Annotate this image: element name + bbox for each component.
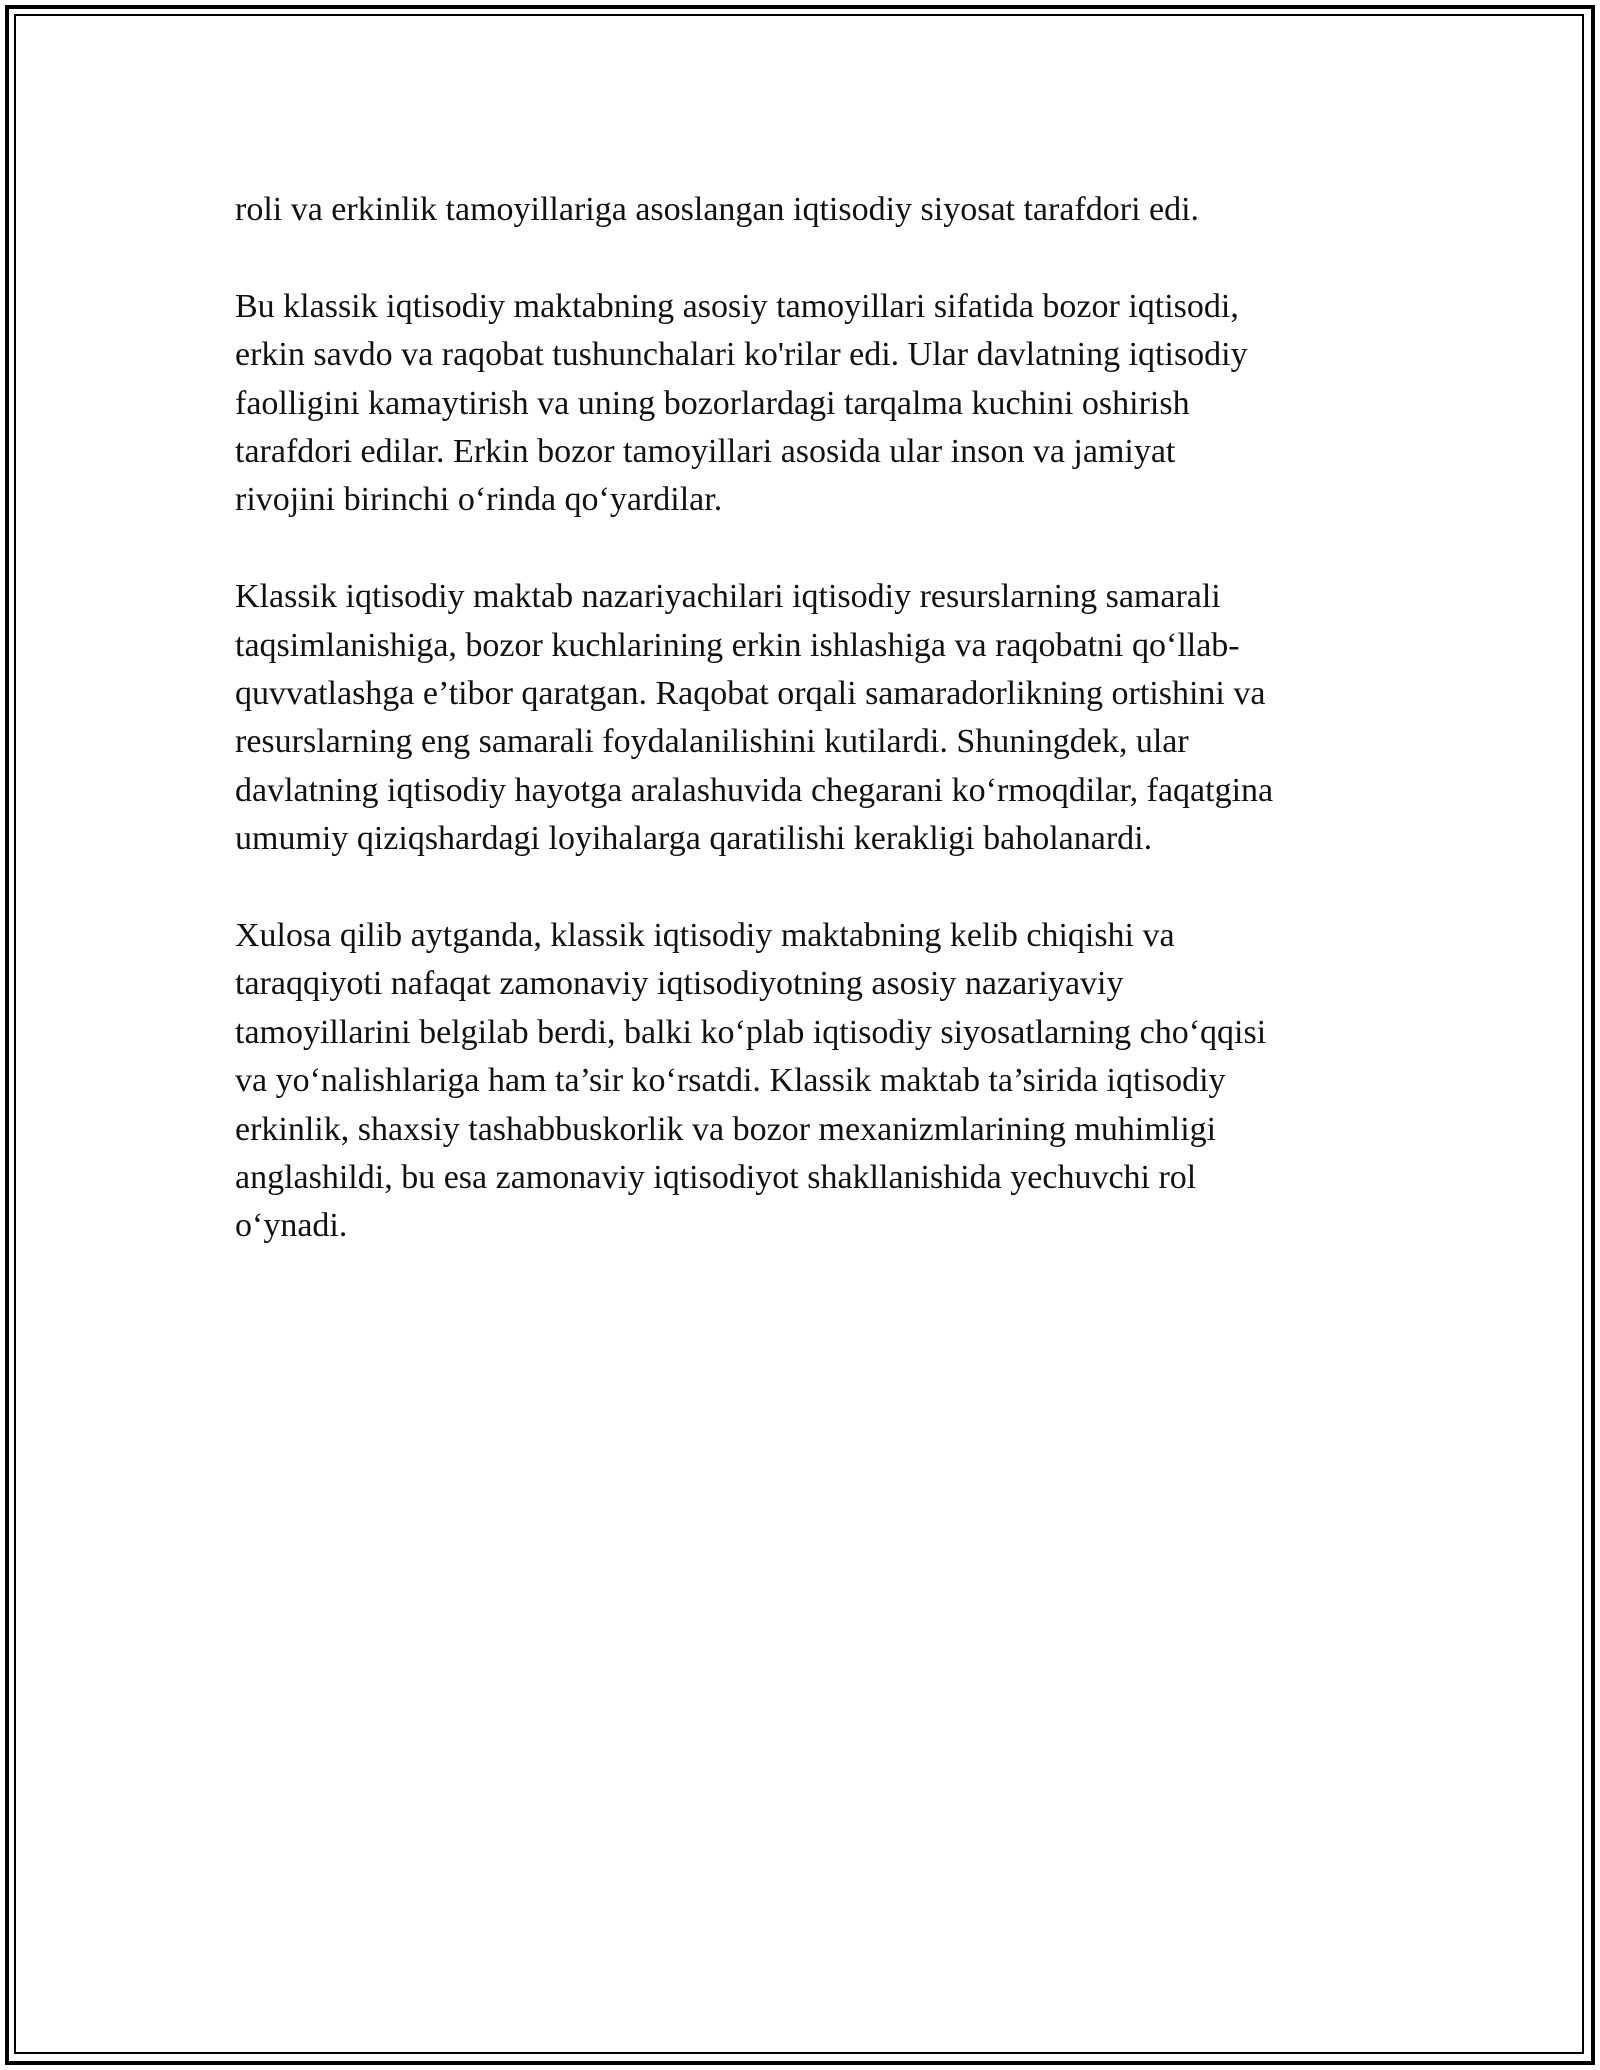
text-line: tarafdori edilar. Erkin bozor tamoyillari asosida ular inson va jamiyat [235,433,1176,471]
paragraph-1 [235,186,1385,234]
text-line: taqsimlanishiga, bozor kuchlarining erkin ishlashiga va raqobatni qo‘llab- [235,626,1240,664]
text-line: anglashildi, bu esa zamonaviy iqtisodiyot shakllanishida yechuvchi rol [235,1159,1197,1197]
text-line: taraqqiyoti nafaqat zamonaviy iqtisodiyotning asosiy nazariyaviy [235,965,1124,1003]
paragraph-4 [235,912,1385,1251]
text-line: davlatning iqtisodiy hayotga aralashuvida chegarani ko‘rmoqdilar, faqatgina [235,771,1274,809]
text-line: umumiy qiziqshardagi loyihalarga qaratilishi kerakligi baholanardi. [235,820,1153,858]
text-line: va yo‘nalishlariga ham ta’sir ko‘rsatdi. Klassik maktab ta’sirida iqtisodiy [235,1062,1226,1100]
text-line: erkinlik, shaxsiy tashabbuskorlik va bozor mexanizmlarining muhimligi [235,1110,1217,1148]
text-line: tamoyillarini belgilab berdi, balki ko‘plab iqtisodiy siyosatlarning cho‘qqisi [235,1013,1267,1051]
text-line: Bu klassik iqtisodiy maktabning asosiy tamoyillari sifatida bozor iqtisodi, [235,287,1239,325]
text-line: o‘ynadi. [235,1207,348,1245]
text-line: roli va erkinlik tamoyillariga asoslangan iqtisodiy siyosat tarafdori edi. [235,191,1200,228]
text-line: erkin savdo va raqobat tushunchalari ko'rilar edi. Ular davlatning iqtisodiy [235,336,1248,374]
text-line: rivojini birinchi o‘rinda qo‘yardilar. [235,481,723,519]
text-line: Xulosa qilib aytganda, klassik iqtisodiy maktabning kelib chiqishi va [235,917,1175,955]
document-body [235,186,1385,1299]
text-line: resurslarning eng samarali foydalanilishini kutilardi. Shuningdek, ular [235,723,1189,761]
paragraph-3 [235,573,1385,863]
text-line: quvvatlashga e’tibor qaratgan. Raqobat orqali samaradorlikning ortishini va [235,675,1266,713]
text-line: Klassik iqtisodiy maktab nazariyachilari iqtisodiy resurslarning samarali [235,578,1221,616]
text-line: faolligini kamaytirish va uning bozorlardagi tarqalma kuchini oshirish [235,384,1190,422]
paragraph-2 [235,283,1385,525]
